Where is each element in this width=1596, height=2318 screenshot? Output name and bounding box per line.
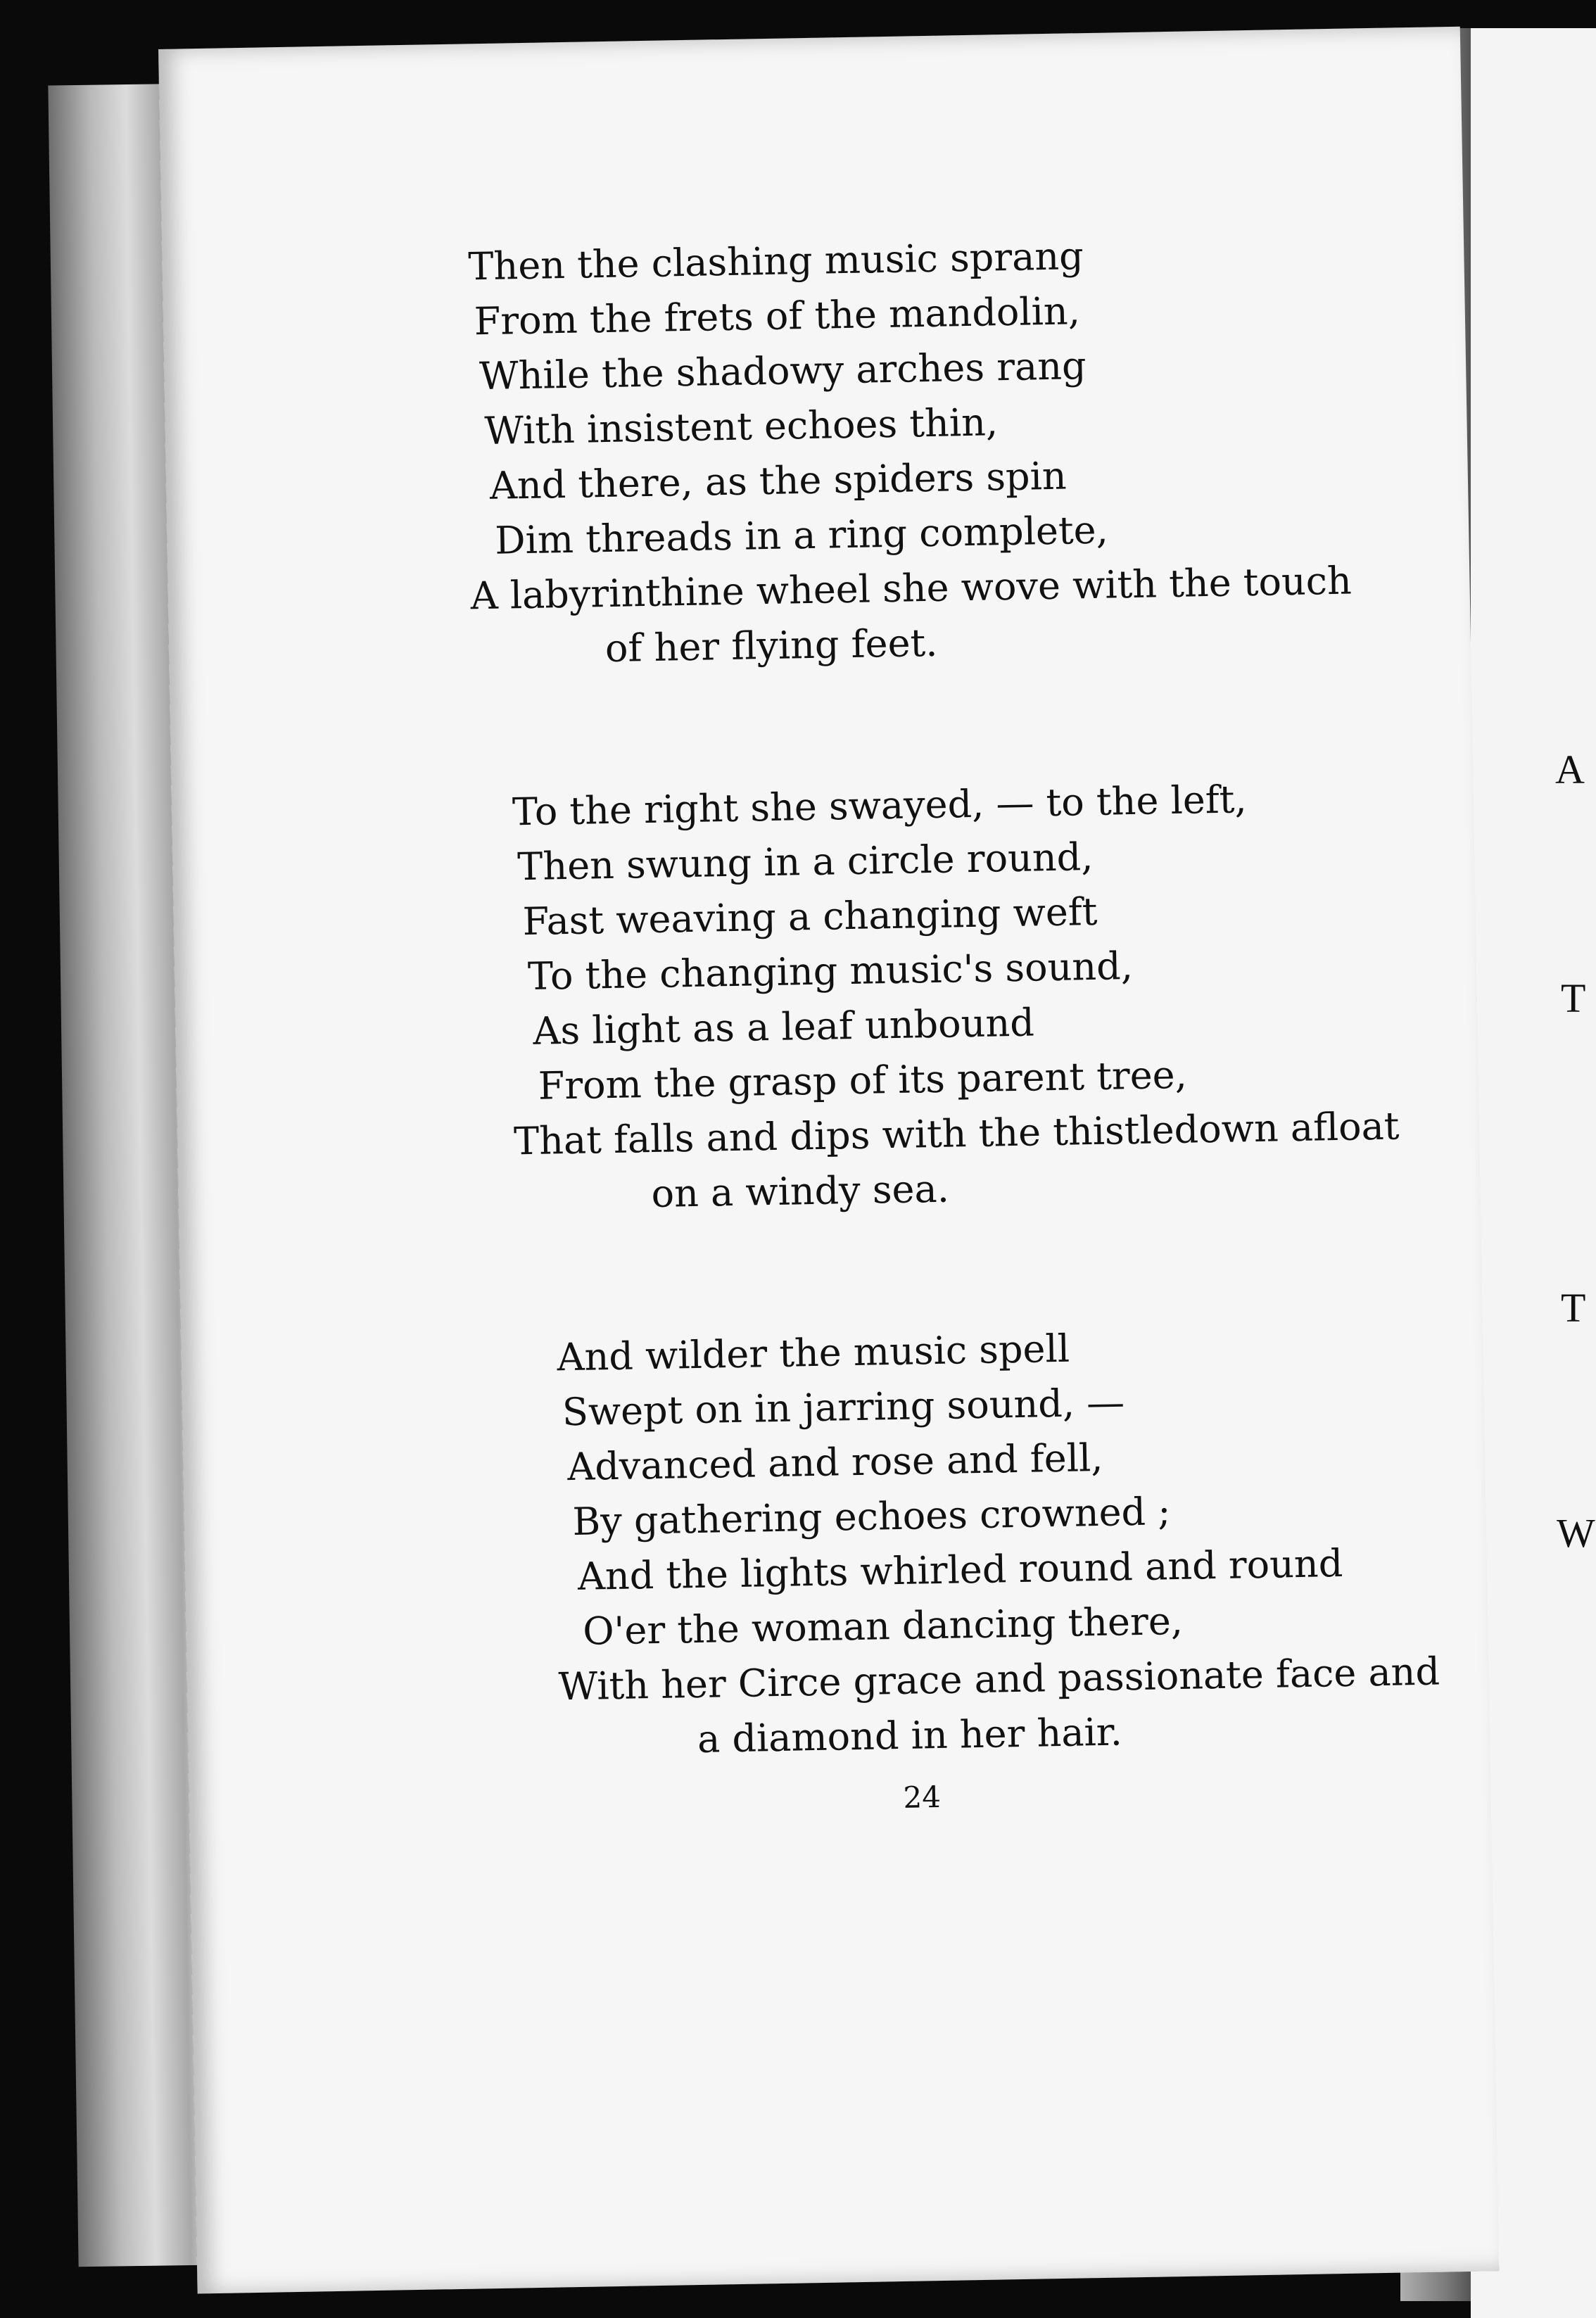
- poem-line: a diamond in her hair.: [697, 1709, 1123, 1761]
- poem-line: And the lights whirled round and round: [577, 1540, 1343, 1599]
- poem-line: Then swung in a circle round,: [517, 834, 1094, 889]
- poem-line: With her Circe grace and passionate face and: [558, 1649, 1440, 1709]
- facing-page-letter: W: [1557, 1510, 1595, 1556]
- poem-line: Advanced and rose and fell,: [566, 1435, 1103, 1490]
- poem-line: Dim threads in a ring complete,: [494, 507, 1109, 563]
- poem-line: As light as a leaf unbound: [532, 1000, 1035, 1053]
- poem-line: And there, as the spiders spin: [489, 453, 1068, 508]
- poem-line: To the right she swayed, — to the left,: [512, 777, 1248, 835]
- poem-line: From the frets of the mandolin,: [474, 289, 1081, 344]
- poem: [158, 27, 1499, 2294]
- book-page: [158, 27, 1499, 2294]
- page-number: 24: [903, 1779, 942, 1815]
- poem-line: of her flying feet.: [604, 620, 938, 671]
- poem-line: That falls and dips with the thistledown afloat: [513, 1103, 1400, 1164]
- poem-line: While the shadowy arches rang: [479, 343, 1087, 399]
- poem-line: O'er the woman dancing there,: [582, 1598, 1184, 1654]
- poem-line: Then the clashing music sprang: [467, 234, 1084, 289]
- facing-page-letter: T: [1561, 1285, 1586, 1331]
- poem-line: Swept on in jarring sound, —: [562, 1380, 1125, 1435]
- poem-line: A labyrinthine wheel she wove with the touch: [470, 558, 1353, 619]
- poem-line: And wilder the music spell: [556, 1326, 1070, 1380]
- poem-line: Fast weaving a changing weft: [522, 889, 1098, 944]
- poem-line: From the grasp of its parent tree,: [538, 1052, 1188, 1108]
- poem-line: To the changing music's sound,: [527, 944, 1134, 999]
- stanza: [158, 27, 1460, 671]
- facing-page-letter: T: [1561, 975, 1586, 1021]
- facing-page-letter: A: [1555, 747, 1585, 792]
- poem-line: on a windy sea.: [650, 1166, 950, 1217]
- poem-line: With insistent echoes thin,: [483, 400, 999, 453]
- poem-line: By gathering echoes crowned ;: [572, 1489, 1171, 1545]
